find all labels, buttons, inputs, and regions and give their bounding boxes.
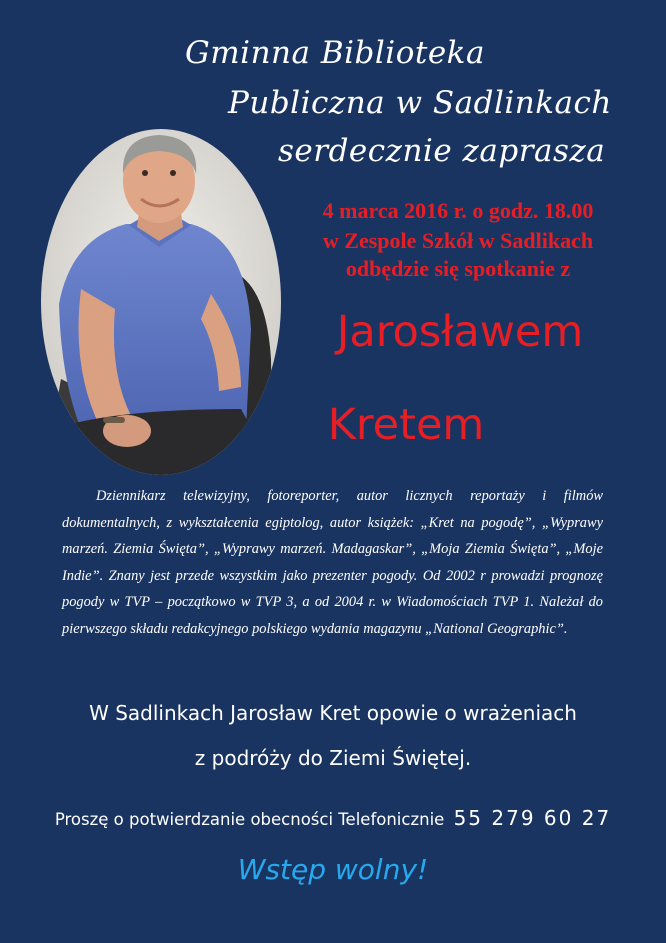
guest-portrait-illustration [41,129,281,475]
guest-last-name: Kretem [327,400,485,450]
title-line-2: Publiczna w Sadlinkach [228,85,612,121]
title-line-3: serdecznie zaprasza [278,133,606,169]
talk-description-line-1: W Sadlinkach Jarosław Kret opowie o wrażeniach [89,701,577,725]
free-admission: Wstęp wolny! [237,853,429,886]
guest-first-name: Jarosławem [336,307,584,357]
event-date: 4 marca 2016 r. o godz. 18.00 [322,198,594,223]
guest-photo [41,129,281,475]
rsvp-text: Proszę o potwierdzanie obecności Telefonicznie [54,810,445,829]
rsvp-line [0,806,666,830]
guest-biography: Dziennikarz telewizyjny, fotoreporter, autor licznych reportaży i filmów dokumentalnych, z wykształcenia egiptolog, autor książek: „Kret na pogodę”, „Wyprawy marzeń. Ziemia Święta”, „Wyprawy marzeń. Madagaskar”, „Moja Ziemia Święta”, „Moje Indie”. Znany jest przede wszystkim jako prezenter pogody. Od 2002 r prowadzi prognozę pogody w TVP – początkowo w TVP 3, a od 2004 r. w Wiadomościach TVP 1. Należał do pierwszego składu redakcyjnego polskiego wydania magazynu „National Geographic”. [62,488,603,637]
title-line-1: Gminna Biblioteka [185,35,485,71]
rsvp-phone: 55 279 60 27 [453,806,612,830]
talk-description-line-2: z podróży do Ziemi Świętej. [194,746,472,770]
event-meeting-line: odbędzie się spotkanie z [345,256,571,281]
event-venue: w Zespole Szkół w Sadlikach [322,228,594,253]
